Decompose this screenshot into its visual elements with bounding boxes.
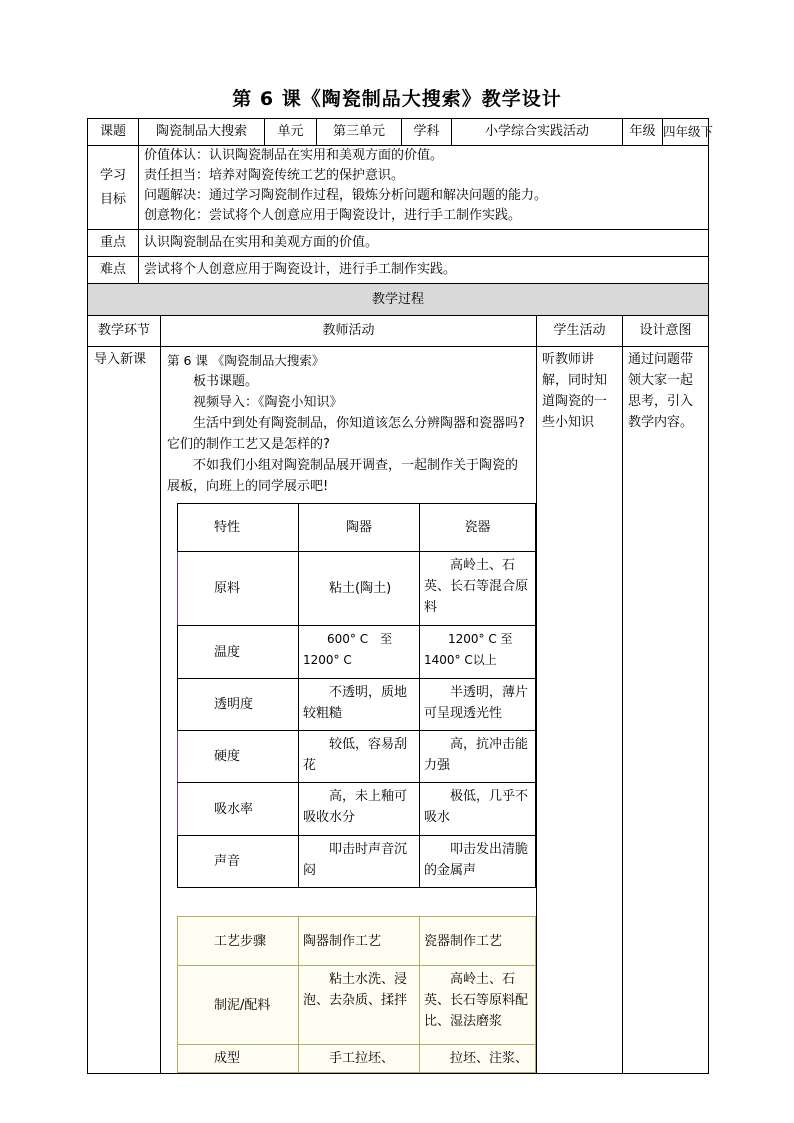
comparison-cell: 叩击发出清脆的金属声 <box>420 836 536 888</box>
comparison-cell: 硬度 <box>178 731 299 783</box>
objective-item: 创意物化：尝试将个人创意应用于陶瓷设计，进行手工制作实践。 <box>144 208 522 223</box>
craft-cell: 粘土水洗、浸泡、去杂质、揉拌 <box>299 966 420 1045</box>
craft-row <box>178 966 536 1045</box>
key-point-value: 认识陶瓷制品在实用和美观方面的价值。 <box>139 230 709 257</box>
info-row <box>88 119 709 146</box>
unit-value: 第三单元 <box>317 119 402 146</box>
craft-row <box>178 1045 536 1073</box>
comparison-header: 陶器 <box>299 504 420 552</box>
lesson-heading: 第 6 课 《陶瓷制品大搜索》 <box>167 353 325 368</box>
grade-value: 四年级下 <box>663 119 709 146</box>
craft-cell: 高岭土、石英、长石等原料配比、湿法磨浆 <box>420 966 536 1045</box>
comparison-cell: 较低，容易刮花 <box>299 731 420 783</box>
process-title-row <box>88 284 709 316</box>
comparison-cell: 透明度 <box>178 679 299 731</box>
key-point-label: 重点 <box>88 230 139 257</box>
comparison-row <box>178 731 536 783</box>
comparison-row <box>178 679 536 731</box>
objectives-label-line2: 目标 <box>99 191 126 207</box>
key-point-row <box>88 230 709 257</box>
comparison-cell: 吸水率 <box>178 783 299 836</box>
craft-header-row <box>178 917 536 966</box>
topic-label: 课题 <box>88 119 139 146</box>
craft-cell: 手工拉坯、 <box>299 1045 420 1073</box>
craft-header: 瓷器制作工艺 <box>420 917 536 966</box>
difficulty-value: 尝试将个人创意应用于陶瓷设计，进行手工制作实践。 <box>139 257 709 284</box>
stage-intro: 导入新课 <box>88 347 161 1074</box>
craft-header: 陶器制作工艺 <box>299 917 420 966</box>
teacher-line: 生活中到处有陶瓷制品，你知道该怎么分辨陶器和瓷器吗?它们的制作工艺又是怎样的? <box>167 416 525 452</box>
difficulty-label: 难点 <box>88 257 139 284</box>
objectives-label <box>88 146 139 230</box>
teacher-line: 板书课题。 <box>193 374 259 389</box>
col-stage: 教学环节 <box>88 316 161 347</box>
subject-value: 小学综合实践活动 <box>452 119 623 146</box>
comparison-cell: 高岭土、石英、长石等混合原料 <box>420 552 536 626</box>
comparison-cell: 原料 <box>178 552 299 626</box>
comparison-row <box>178 626 536 679</box>
grade-label: 年级 <box>623 119 663 146</box>
topic-value: 陶瓷制品大搜索 <box>139 119 265 146</box>
comparison-cell: 叩击时声音沉闷 <box>299 836 420 888</box>
comparison-header-row <box>178 504 536 552</box>
process-header-row <box>88 316 709 347</box>
difficulty-row <box>88 257 709 284</box>
comparison-cell: 温度 <box>178 626 299 679</box>
teacher-activity <box>161 347 537 1074</box>
comparison-row <box>178 552 536 626</box>
comparison-cell: 1200° C 至 1400° C以上 <box>420 626 536 679</box>
student-activity: 听教师讲解，同时知道陶瓷的一些小知识 <box>537 347 623 1074</box>
comparison-cell: 高，未上釉可吸收水分 <box>299 783 420 836</box>
intro-row <box>88 347 709 1074</box>
craft-cell: 制泥/配料 <box>178 966 299 1045</box>
pottery-porcelain-comparison-table <box>177 503 536 888</box>
objectives-list <box>139 146 709 230</box>
craft-process-table <box>177 916 536 1073</box>
design-intent: 通过问题带领大家一起思考，引入教学内容。 <box>623 347 709 1074</box>
col-teacher: 教师活动 <box>161 316 537 347</box>
subject-label: 学科 <box>402 119 452 146</box>
craft-cell: 拉坯、注浆、 <box>420 1045 536 1073</box>
process-title: 教学过程 <box>88 284 709 316</box>
comparison-row <box>178 836 536 888</box>
comparison-cell: 高，抗冲击能力强 <box>420 731 536 783</box>
comparison-header: 瓷器 <box>420 504 536 552</box>
comparison-cell: 极低，几乎不吸水 <box>420 783 536 836</box>
comparison-row <box>178 783 536 836</box>
objective-item: 责任担当：培养对陶瓷传统工艺的保护意识。 <box>144 168 405 183</box>
lesson-plan-table <box>87 118 714 1074</box>
comparison-cell: 不透明，质地较粗糙 <box>299 679 420 731</box>
teacher-line: 视频导入：《陶瓷小知识》 <box>193 395 343 410</box>
col-intent: 设计意图 <box>623 316 709 347</box>
comparison-cell: 半透明，薄片可呈现透光性 <box>420 679 536 731</box>
teacher-line: 不如我们小组对陶瓷制品展开调查，一起制作关于陶瓷的展板，向班上的同学展示吧! <box>167 458 519 494</box>
objectives-row <box>88 146 709 230</box>
unit-label: 单元 <box>265 119 317 146</box>
comparison-cell: 声音 <box>178 836 299 888</box>
comparison-header: 特性 <box>178 504 299 552</box>
col-student: 学生活动 <box>537 316 623 347</box>
comparison-cell: 粘土(陶土) <box>299 552 420 626</box>
document-title: 第 6 课《陶瓷制品大搜索》教学设计 <box>232 88 562 110</box>
craft-cell: 成型 <box>178 1045 299 1073</box>
objectives-label-line1: 学习 <box>99 167 126 183</box>
objective-item: 价值体认：认识陶瓷制品在实用和美观方面的价值。 <box>144 148 444 163</box>
comparison-cell: 600° C 至 1200° C <box>299 626 420 679</box>
objective-item: 问题解决：通过学习陶瓷制作过程，锻炼分析问题和解决问题的能力。 <box>144 188 548 203</box>
craft-header: 工艺步骤 <box>178 917 299 966</box>
